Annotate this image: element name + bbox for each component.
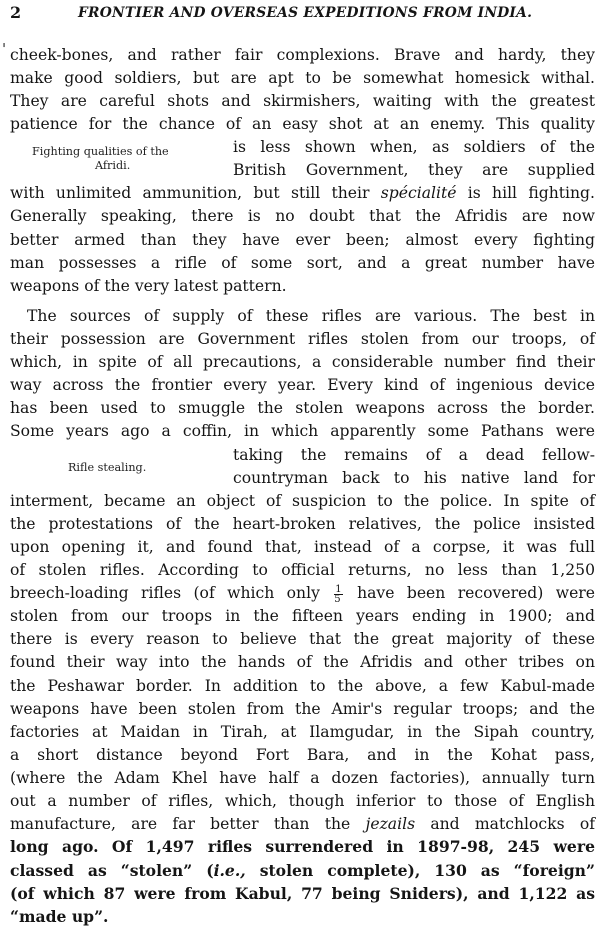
text-segment: is hill fighting. (467, 184, 595, 202)
italic-term: jezails (365, 815, 416, 833)
fraction-numerator: 1 (335, 583, 342, 595)
text-segment: manufacture, are far better than the (10, 815, 351, 833)
text-line: patience for the chance of an easy shot at an enemy. This quality (10, 115, 595, 133)
text-line: British Government, they are supplied (233, 161, 595, 179)
text-line: the protestations of the heart-broken relatives, the police insisted (10, 515, 595, 533)
text-segment: breech-loading rifles (of which only (10, 584, 320, 602)
text-line: a short distance beyond Fort Bara, and in the Kohat pass, (10, 746, 595, 764)
text-line: (where the Adam Khel have half a dozen factories), annually turn (10, 769, 595, 787)
text-line: upon opening it, and found that, instead of a corpse, it was full (10, 538, 595, 556)
fraction-denominator: 5 (334, 593, 341, 605)
running-header (0, 0, 600, 26)
text-line: man possesses a rifle of some sort, and a great number have (10, 254, 595, 272)
text-line (10, 582, 595, 604)
text-line: weapons have been stolen from the Amir's regular troops; and the (10, 700, 595, 718)
fraction (334, 585, 342, 604)
text-line: Generally speaking, there is no doubt that the Afridis are now (10, 207, 595, 225)
page-number: 2 (10, 3, 22, 22)
text-segment: stolen complete), 130 as “foreign” (259, 861, 595, 880)
margin-note-fighting-line-2: Afridi. (95, 159, 131, 172)
italic-term: i.e., (213, 861, 246, 880)
text-segment: classed as “stolen” ( (10, 861, 214, 880)
text-line: weapons of the very latest pattern. (10, 277, 287, 295)
text-line: (of which 87 were from Kabul, 77 being Sniders), and 1,122 as (10, 884, 595, 903)
text-line: They are careful shots and skirmishers, waiting with the greatest (10, 92, 595, 110)
text-line: is less shown when, as soldiers of the (233, 138, 595, 156)
text-line: out a number of rifles, which, though inferior to those of English (10, 792, 595, 810)
text-line (10, 860, 595, 882)
text-line (10, 182, 595, 204)
text-line: “made up”. (10, 907, 109, 926)
text-segment: with unlimited ammunition, but still their (10, 184, 370, 202)
text-line: The sources of supply of these rifles are various. The best in (27, 307, 595, 325)
text-line: long ago. Of 1,497 rifles surrendered in 1897-98, 245 were (10, 837, 595, 856)
text-line (10, 813, 595, 835)
text-line: taking the remains of a dead fellow- (233, 446, 595, 464)
margin-note-rifle-stealing: Rifle stealing. (68, 461, 147, 474)
text-line: way across the frontier every year. Every kind of ingenious device (10, 376, 595, 394)
text-line: countryman back to his native land for (233, 469, 595, 487)
text-line: which, in spite of all precautions, a considerable number find their (10, 353, 595, 371)
text-line: there is every reason to believe that the great majority of these (10, 630, 595, 648)
text-line: Some years ago a coffin, in which apparently some Pathans were (10, 422, 595, 440)
text-line: make good soldiers, but are apt to be somewhat homesick withal. (10, 69, 595, 87)
text-line: interment, became an object of suspicion to the police. In spite of (10, 492, 595, 510)
text-segment: have been recovered) were (357, 584, 595, 602)
text-line: of stolen rifles. According to official returns, no less than 1,250 (10, 561, 595, 579)
text-line: factories at Maidan in Tirah, at Ilamgudar, in the Sipah country, (10, 723, 595, 741)
text-line: cheek-bones, and rather fair complexions. Brave and hardy, they (10, 46, 595, 64)
italic-term: spécialité (380, 184, 457, 202)
text-line: the Peshawar border. In addition to the above, a few Kabul-made (10, 677, 595, 695)
running-title: FRONTIER AND OVERSEAS EXPEDITIONS FROM INDIA. (78, 5, 533, 21)
text-line: better armed than they have ever been; almost every fighting (10, 231, 595, 249)
text-line: stolen from our troops in the fifteen years ending in 1900; and (10, 607, 595, 625)
text-line: found their way into the hands of the Afridis and other tribes on (10, 653, 595, 671)
margin-note-fighting-line-1: Fighting qualities of the (32, 145, 169, 158)
text-segment: and matchlocks of (430, 815, 595, 833)
text-line: has been used to smuggle the stolen weapons across the border. (10, 399, 595, 417)
text-line: their possession are Government rifles stolen from our troops, of (10, 330, 595, 348)
stray-mark: ' (2, 40, 7, 58)
